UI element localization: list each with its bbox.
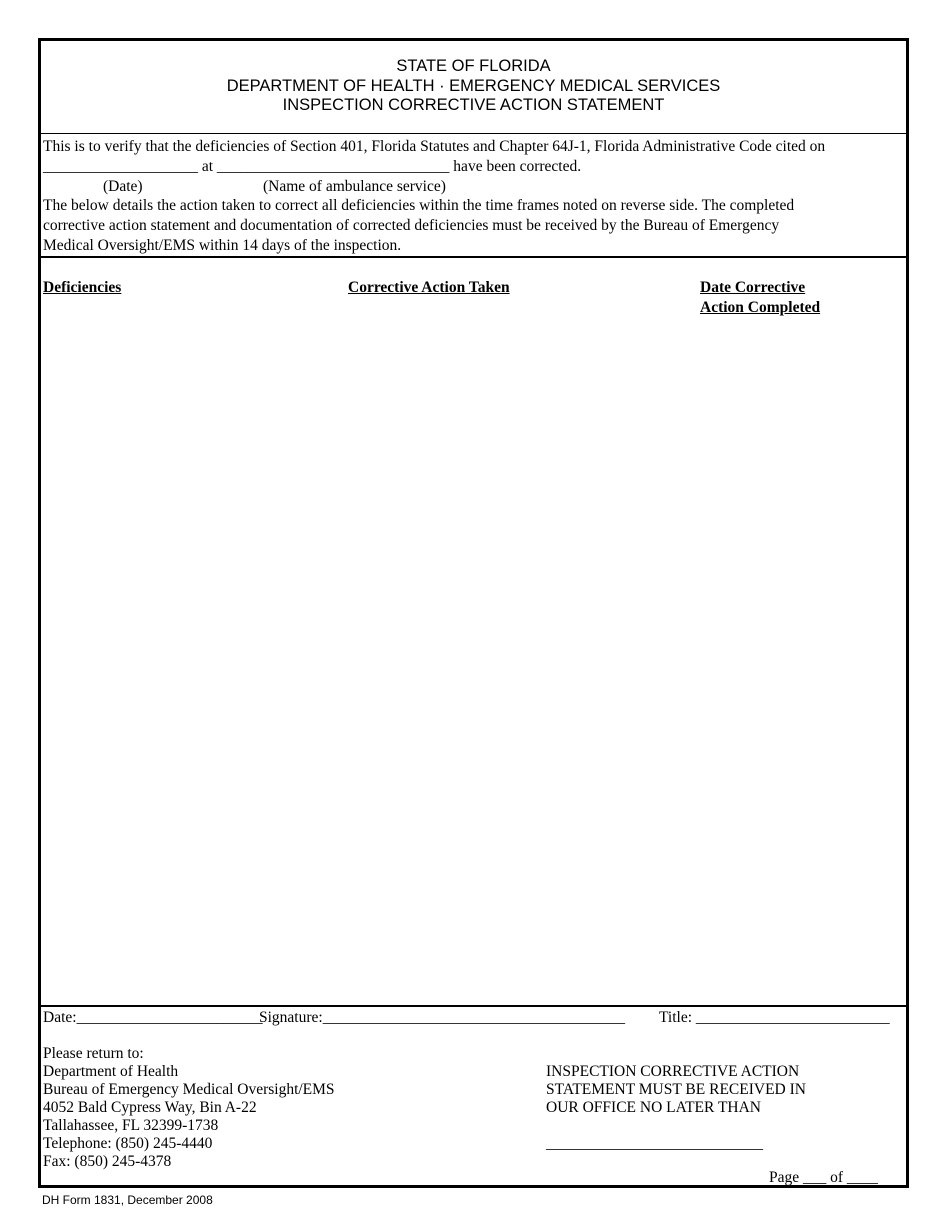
return-city: Tallahassee, FL 32399-1738 [43,1117,219,1134]
return-street: 4052 Bald Cypress Way, Bin A-22 [43,1099,257,1116]
column-date-completed-1: Date Corrective [700,279,806,296]
header-form-title: INSPECTION CORRECTIVE ACTION STATEMENT [282,96,665,114]
verify-divider [41,256,906,258]
verify-para-2: corrective action statement and documentation of corrected deficiencies must be received by the Bureau of Emergency [43,217,780,234]
deadline-line-2: STATEMENT MUST BE RECEIVED IN [546,1081,806,1098]
form-header [41,57,906,116]
form-id: DH Form 1831, December 2008 [42,1193,213,1207]
column-deficiencies: Deficiencies [43,279,122,296]
deadline-line-3: OUR OFFICE NO LATER THAN [546,1099,762,1116]
table-bottom-divider [41,1005,906,1007]
return-dept: Department of Health [43,1063,179,1080]
verify-para-1: The below details the action taken to correct all deficiencies within the time frames noted on reverse side. The completed [43,197,795,214]
deadline-line-1: INSPECTION CORRECTIVE ACTION [546,1063,800,1080]
return-phone: Telephone: (850) 245-4440 [43,1135,213,1152]
service-caption: (Name of ambulance service) [263,178,446,195]
header-divider [41,133,906,134]
verify-line-2[interactable]: ____________________ at ______________________________ have been corrected. [43,158,582,175]
page-number: Page ___ of ____ [769,1169,878,1186]
column-corrective-action: Corrective Action Taken [348,279,510,296]
deadline-date-blank[interactable]: ____________________________ [546,1135,763,1152]
date-caption: (Date) [103,178,143,195]
signature-field[interactable]: Signature:_______________________________________ [259,1009,625,1026]
return-fax: Fax: (850) 245-4378 [43,1153,172,1170]
header-state: STATE OF FLORIDA [396,57,551,75]
form-frame [38,38,909,1188]
return-intro: Please return to: [43,1045,144,1062]
verify-line-1: This is to verify that the deficiencies of Section 401, Florida Statutes and Chapter 64J-1, Florida Administrative Code cited on [43,138,826,155]
title-field[interactable]: Title: _________________________ [659,1009,890,1026]
return-bureau: Bureau of Emergency Medical Oversight/EMS [43,1081,335,1098]
header-department: DEPARTMENT OF HEALTH · EMERGENCY MEDICAL SERVICES [226,76,721,95]
verify-para-3: Medical Oversight/EMS within 14 days of the inspection. [43,237,402,254]
date-field[interactable]: Date:________________________ [43,1009,263,1026]
column-date-completed-2: Action Completed [700,299,821,316]
